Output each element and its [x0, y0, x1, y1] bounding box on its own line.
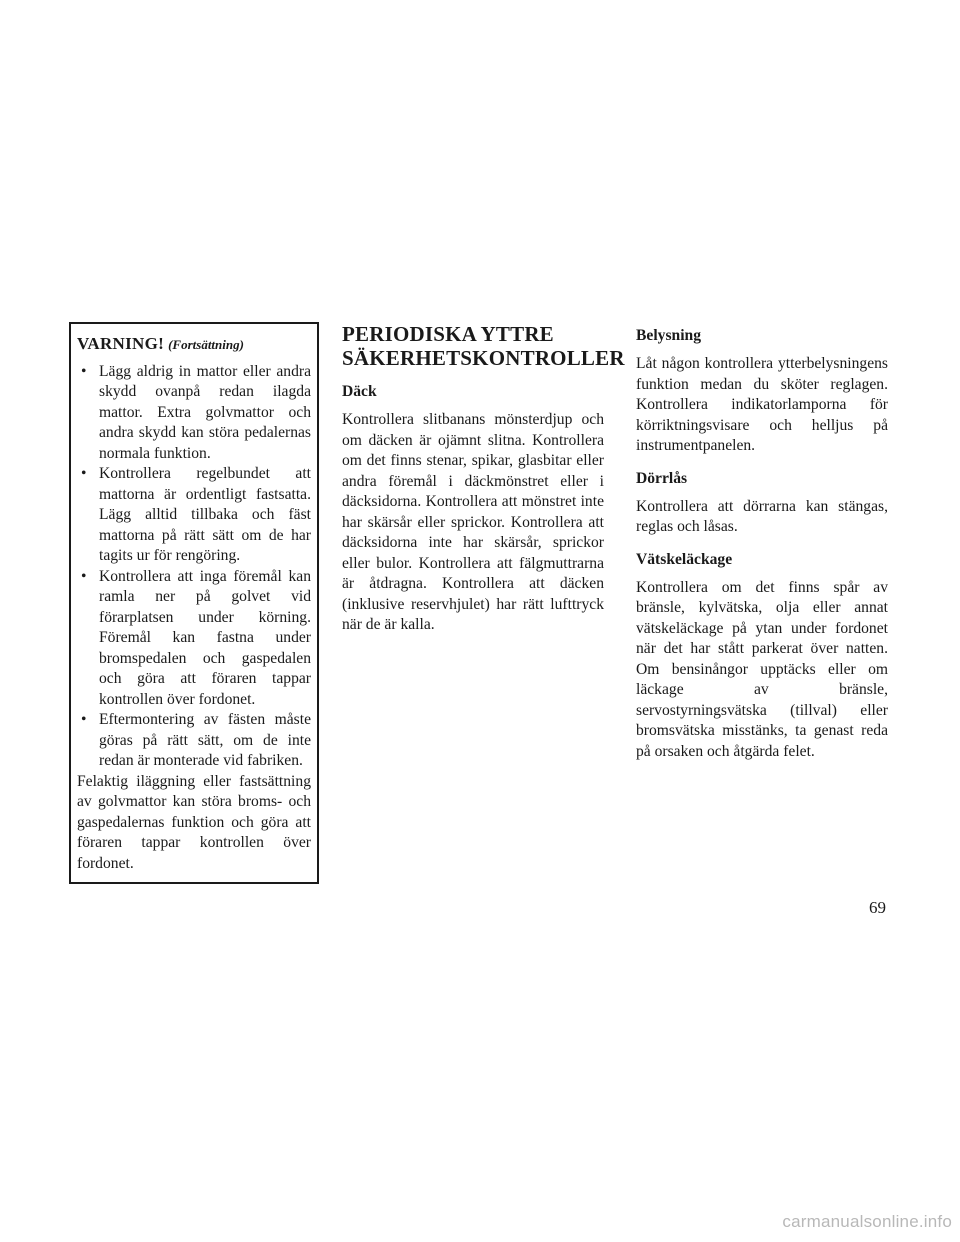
- lighting-body: Låt någon kontrollera ytterbelysningens funktion medan du sköter reglagen. Kontrollera indikatorlamporna för körriktningsvisare och helljus på instrumentpanelen.: [636, 355, 888, 454]
- warning-box: [69, 322, 319, 884]
- warning-continuation: (Fortsättning): [168, 337, 244, 352]
- fluid-leaks-heading: Vätskeläckage: [636, 550, 733, 568]
- warning-title: VARNING!: [77, 334, 165, 353]
- fluid-leaks-body: Kontrollera om det finns spår av bränsle, kylvätska, olja eller annat vätskeläckage på ytan under fordonet när det har stått parkerat över natten. Om bensinångor upptäcks eller om läckage av bränsle, servostyrningsvätska (tillval) eller bromsvätska misstänks, ta genast reda på orsaken och åtgärda felet.: [636, 578, 888, 760]
- middle-column: [342, 322, 625, 648]
- section-heading: [342, 322, 625, 370]
- door-locks-heading: Dörrlås: [636, 469, 688, 487]
- door-locks-body: Kontrollera att dörrarna kan stängas, reglas och låsas.: [636, 497, 888, 535]
- section-heading-line-1: PERIODISKA YTTRE: [342, 322, 554, 346]
- warning-bullet: • Kontrollera att inga föremål kan ramla ner på golvet vid förarplatsen under körning. Föremål kan fastna under bromspedalen och gaspedalen och göra att föraren tappar kontrollen över fordonet.: [77, 567, 311, 711]
- right-column: [636, 326, 888, 774]
- lighting-heading: Belysning: [636, 327, 701, 344]
- warning-header: [77, 334, 311, 356]
- warning-note: Felaktig iläggning eller fastsättning av golvmattor kan störa broms- och gaspedalernas funktion och göra att föraren tappar kontrollen över fordonet.: [77, 772, 311, 872]
- tires-body: Kontrollera slitbanans mönsterdjup och om däcken är ojämnt slitna. Kontrollera om det finns stenar, spikar, glasbitar eller andra föremål i däckmönstret eller i däcksidorna. Kontrollera att mönstret inte har skärsår eller sprickor. Kontrollera att däcksidorna inte har skärsår, sprickor eller bulor. Kontrollera att fälgmuttrarna är åtdragna. Kontrollera att däcken (inklusive reservhjulet) har rätt lufttryck när de är kalla.: [342, 411, 604, 633]
- warning-bullet: • Kontrollera regelbundet att mattorna är ordentligt fastsatta. Lägg alltid tillbaka och fäst mattorna på rätt sätt om de har tagits ur för rengöring.: [77, 464, 311, 567]
- warning-bullet: • Lägg aldrig in mattor eller andra skydd ovanpå redan ilagda mattor. Extra golvmattor och andra skydd kan störa pedalernas normala funktion.: [77, 362, 311, 465]
- tires-heading: Däck: [342, 383, 377, 400]
- watermark: carmanualsonline.info: [782, 1212, 952, 1231]
- page-number: 69: [869, 898, 886, 917]
- warning-bullet-list: [77, 362, 311, 772]
- section-heading-line-2: SÄKERHETSKONTROLLER: [342, 346, 625, 370]
- warning-bullet: • Eftermontering av fästen måste göras på rätt sätt, om de inte redan är monterade vid fabriken.: [77, 710, 311, 772]
